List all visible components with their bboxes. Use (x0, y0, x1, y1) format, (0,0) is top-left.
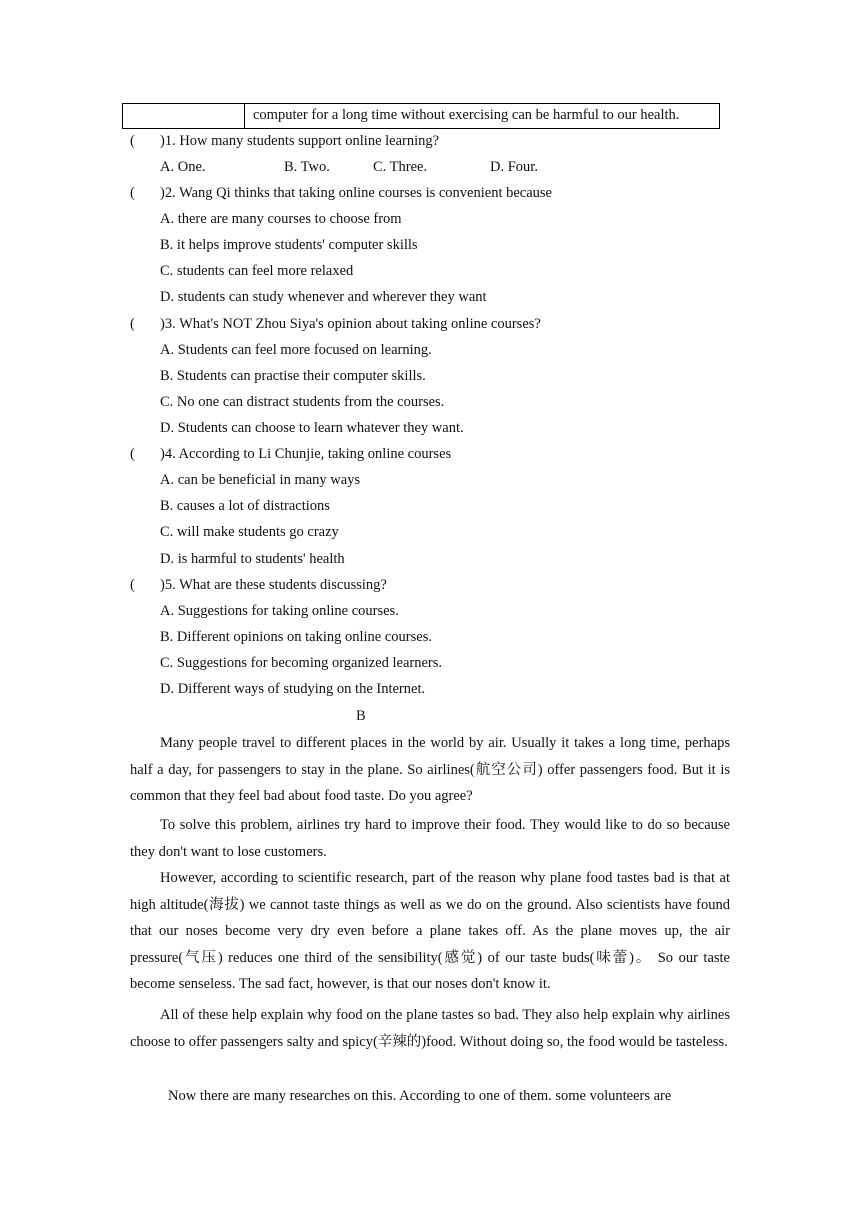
question-1 (130, 131, 439, 151)
option: B. Two. (284, 159, 330, 175)
option: B. causes a lot of distractions (160, 498, 330, 514)
option: C. Three. (373, 159, 428, 175)
answer-blank[interactable]: ( (130, 185, 135, 201)
answer-blank[interactable]: ( (130, 316, 135, 332)
option: D. Four. (490, 159, 538, 175)
option: A. Suggestions for taking online courses. (160, 603, 399, 619)
question-text: )1. How many students support online learning? (160, 133, 440, 149)
answer-blank[interactable]: ( (130, 577, 135, 593)
option: D. students can study whenever and wherever they want (160, 289, 487, 305)
table-cell-empty (123, 104, 245, 128)
option: B. Different opinions on taking online courses. (160, 629, 432, 645)
option: D. Students can choose to learn whatever they want. (160, 420, 464, 436)
answer-blank[interactable]: ( (130, 446, 135, 462)
passage-paragraph: All of these help explain why food on the plane tastes so bad. They also help explain why airlines choose to offer passengers salty and spicy(辛辣的)food. Without doing so, the food would be tasteless. (130, 1007, 730, 1050)
question-text: )3. What's NOT Zhou Siya's opinion about taking online courses? (160, 316, 541, 332)
answer-blank[interactable]: ( (130, 133, 135, 149)
table-row (122, 103, 720, 129)
passage-paragraph: However, according to scientific research, part of the reason why plane food tastes bad is that at high altitude(海拔) we cannot taste things as well as we do on the ground. Also scientists have found that our noses become very dry even before a plane takes off. As the plane moves up, the air pressure(气压) reduces one third of the sensibility(感觉) of our taste buds(味蕾)。 So our taste become senseless. The sad fact, however, is that our noses don't know it. (130, 870, 730, 992)
option: D. Different ways of studying on the Internet. (160, 681, 426, 697)
passage-paragraph: To solve this problem, airlines try hard to improve their food. They would like to do so because they don't want to lose customers. (130, 817, 730, 860)
question-3 (130, 314, 541, 334)
passage-paragraph: Many people travel to different places in the world by air. Usually it takes a long time, perhaps half a day, for passengers to stay in the plane. So airlines(航空公司) offer passengers food. But it is common that they feel bad about food taste. Do you agree? (130, 735, 730, 804)
option: C. will make students go crazy (160, 524, 339, 540)
option: C. students can feel more relaxed (160, 263, 354, 279)
option: B. Students can practise their computer skills. (160, 368, 426, 384)
option: A. Students can feel more focused on learning. (160, 342, 432, 358)
question-4 (130, 444, 451, 464)
question-text: )2. Wang Qi thinks that taking online courses is convenient because (160, 185, 552, 201)
option: C. Suggestions for becoming organized learners. (160, 655, 443, 671)
option: C. No one can distract students from the courses. (160, 394, 445, 410)
passage-paragraph: Now there are many researches on this. According to one of them. some volunteers are (168, 1088, 672, 1104)
table-cell-text: computer for a long time without exercising can be harmful to our health. (253, 107, 680, 123)
section-label: B (356, 708, 366, 724)
question-text: )5. What are these students discussing? (160, 577, 387, 593)
option: A. there are many courses to choose from (160, 211, 402, 227)
option: D. is harmful to students' health (160, 551, 345, 567)
option: A. can be beneficial in many ways (160, 472, 361, 488)
question-text: )4. According to Li Chunjie, taking online courses (160, 446, 452, 462)
option: B. it helps improve students' computer skills (160, 237, 418, 253)
option: A. One. (160, 159, 206, 175)
question-2 (130, 183, 552, 203)
question-5 (130, 575, 387, 595)
